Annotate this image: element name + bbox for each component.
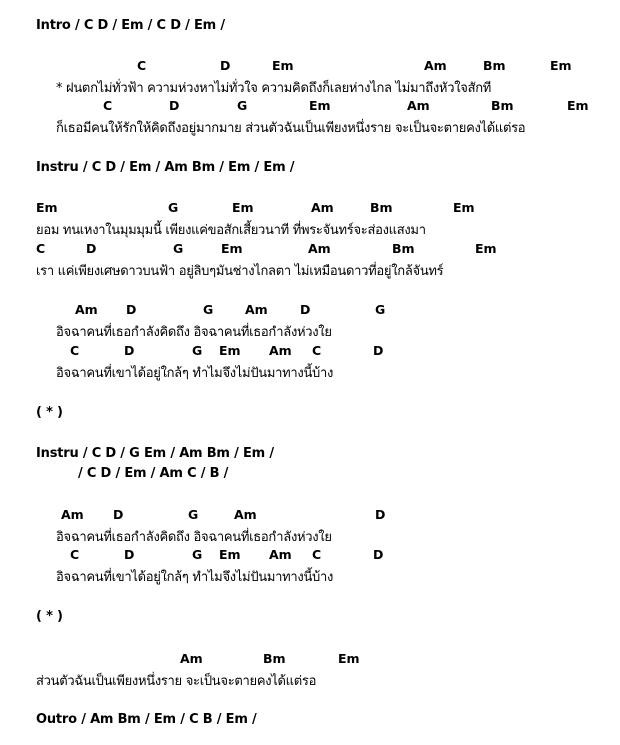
chord: G — [188, 507, 199, 522]
chord: G — [375, 302, 386, 317]
chord: Em — [219, 343, 241, 358]
lyric-line: อิจฉาคนที่เธอกำลังคิดถึง อิจฉาคนที่เธอกำลังห่วงใย — [56, 530, 332, 545]
chord: Am — [308, 241, 331, 256]
instru-line: Instru / C D / Em / Am Bm / Em / Em / — [36, 160, 295, 175]
chord: D — [375, 507, 386, 522]
chord: Am — [424, 58, 447, 73]
chord: C — [70, 547, 80, 562]
lyric-line: * ฝนตกไม่ทั่วฟ้า ความห่วงหาไม่ทั่วใจ ความคิดถึงก็เลยห่างไกล ไม่มาถึงหัวใจสักที — [56, 81, 492, 96]
outro-line: Outro / Am Bm / Em / C B / Em / — [36, 712, 257, 727]
chord: D — [373, 547, 384, 562]
chord: Em — [221, 241, 243, 256]
chord: Am — [180, 651, 203, 666]
chord: C — [103, 98, 113, 113]
chord: D — [169, 98, 180, 113]
instru-line: Instru / C D / G Em / Am Bm / Em / — [36, 446, 274, 461]
chord: Em — [232, 200, 254, 215]
chord: Em — [36, 200, 58, 215]
chord: Am — [269, 547, 292, 562]
lyric-line: ส่วนตัวฉันเป็นเพียงหนึ่งราย จะเป็นจะตายคงได้แต่รอ — [36, 674, 317, 689]
chord: Em — [550, 58, 572, 73]
chord: G — [192, 343, 203, 358]
chord: Bm — [483, 58, 506, 73]
chord: Em — [219, 547, 241, 562]
chord: G — [192, 547, 203, 562]
chord: Am — [234, 507, 257, 522]
chord: Am — [269, 343, 292, 358]
chord: G — [173, 241, 184, 256]
chord: D — [300, 302, 311, 317]
chord: Bm — [392, 241, 415, 256]
chord: C — [70, 343, 80, 358]
chord: D — [124, 343, 135, 358]
chord: Em — [475, 241, 497, 256]
chord: G — [237, 98, 248, 113]
chord: C — [312, 343, 322, 358]
chord: C — [312, 547, 322, 562]
chord: D — [373, 343, 384, 358]
chord: D — [113, 507, 124, 522]
chord: G — [168, 200, 179, 215]
chord: C — [137, 58, 147, 73]
chord: Em — [309, 98, 331, 113]
chord: D — [124, 547, 135, 562]
chord: D — [126, 302, 137, 317]
lyric-line: อิจฉาคนที่เขาได้อยู่ใกล้ๆ ทำไมจึงไม่ปันมาทางนี้บ้าง — [56, 366, 334, 381]
chord: Bm — [263, 651, 286, 666]
chord: Am — [407, 98, 430, 113]
chord: Am — [311, 200, 334, 215]
chord: Em — [567, 98, 589, 113]
chord: Em — [453, 200, 475, 215]
chorus-repeat-marker: ( * ) — [36, 609, 63, 624]
lyric-line: อิจฉาคนที่เธอกำลังคิดถึง อิจฉาคนที่เธอกำลังห่วงใย — [56, 325, 332, 340]
chord: G — [203, 302, 214, 317]
lyric-line: ยอม ทนเหงาในมุมมุมนี้ เพียงแค่ขอสักเสี้ยวนาที ที่พระจันทร์จะส่องแสงมา — [36, 223, 426, 238]
intro-line: Intro / C D / Em / C D / Em / — [36, 18, 225, 33]
chord: Am — [75, 302, 98, 317]
chord: D — [220, 58, 231, 73]
chord: Em — [272, 58, 294, 73]
chord: Am — [61, 507, 84, 522]
lyric-line: อิจฉาคนที่เขาได้อยู่ใกล้ๆ ทำไมจึงไม่ปันมาทางนี้บ้าง — [56, 570, 334, 585]
lyric-line: ก็เธอมีคนให้รักให้คิดถึงอยู่มากมาย ส่วนตัวฉันเป็นเพียงหนึ่งราย จะเป็นจะตายคงได้แต่รอ — [56, 121, 526, 136]
chord: C — [36, 241, 46, 256]
chord: Am — [245, 302, 268, 317]
instru-line-continued: / C D / Em / Am C / B / — [78, 466, 229, 481]
chord: Em — [338, 651, 360, 666]
chord: Bm — [491, 98, 514, 113]
chord: D — [86, 241, 97, 256]
chord: Bm — [370, 200, 393, 215]
lyric-line: เรา แค่เพียงเศษดาวบนฟ้า อยู่ลิบๆมันช่างไกลตา ไม่เหมือนดาวที่อยู่ใกล้จันทร์ — [36, 264, 444, 279]
chorus-repeat-marker: ( * ) — [36, 405, 63, 420]
